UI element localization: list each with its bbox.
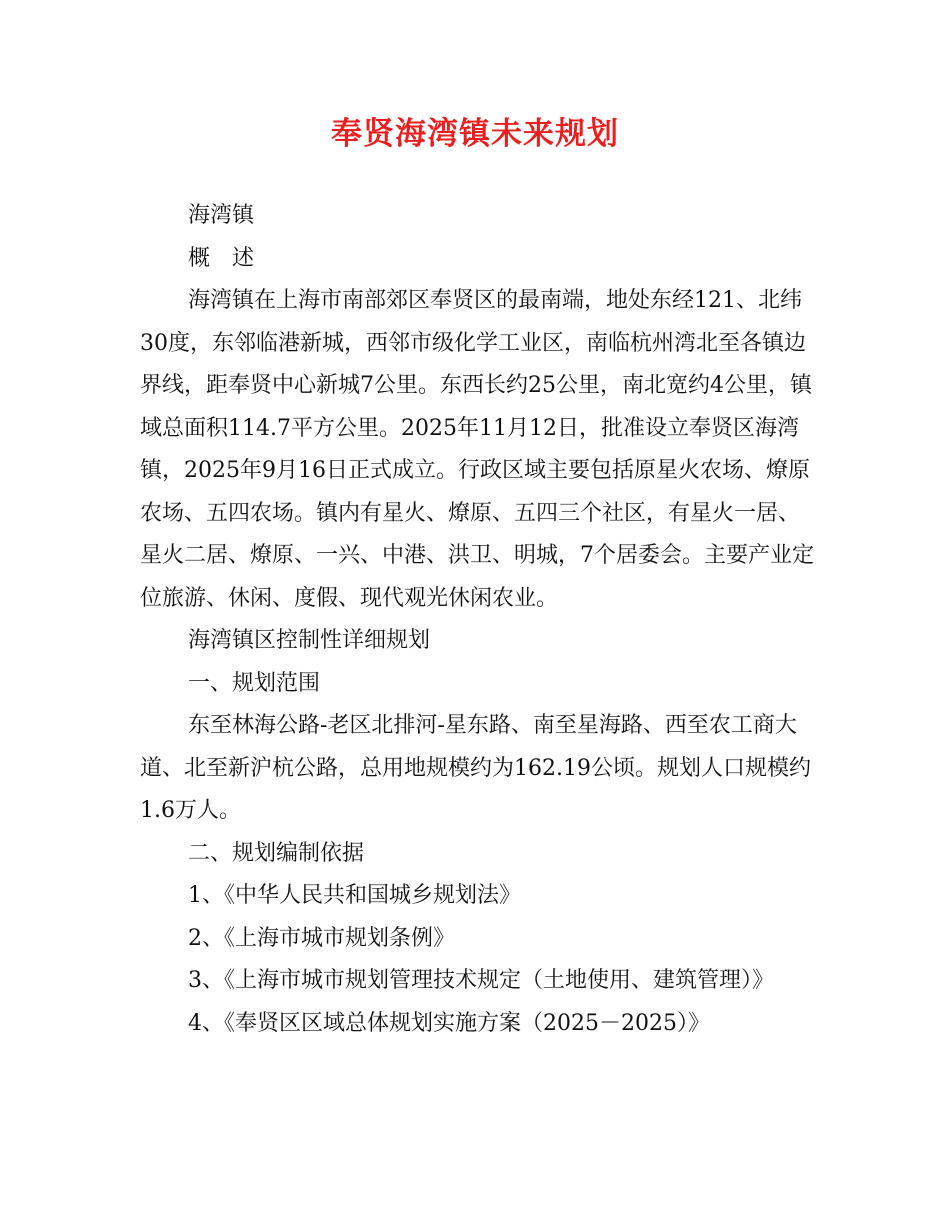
list-item-basis-2: 2、《上海市城市规划条例》 xyxy=(188,925,455,951)
paragraph-overview-heading: 概 述 xyxy=(188,245,255,271)
paragraph-town-name: 海湾镇 xyxy=(188,203,255,228)
list-item-basis-4: 4、《奉贤区区域总体规划实施方案（2025－2025）》 xyxy=(188,1010,710,1036)
paragraph-scope-detail: 东至林海公路-老区北排河-星东路、南至星海路、西至农工商大道、北至新沪杭公路，总用地规模约为162.19公顷。规划人口规模约1.6万人。 xyxy=(140,713,811,823)
document-title: 奉贤海湾镇未来规划 xyxy=(331,116,619,152)
paragraph-section-basis: 二、规划编制依据 xyxy=(188,840,365,866)
list-item-basis-3: 3、《上海市城市规划管理技术规定（土地使用、建筑管理）》 xyxy=(188,968,774,993)
paragraph-section-scope: 一、规划范围 xyxy=(188,670,321,696)
document-body xyxy=(140,195,820,1045)
paragraph-plan-heading: 海湾镇区控制性详细规划 xyxy=(188,628,431,653)
list-item-basis-1: 1、《中华人民共和国城乡规划法》 xyxy=(188,883,521,908)
paragraph-overview: 海湾镇在上海市南部郊区奉贤区的最南端，地处东经121、北纬30度，东邻临港新城，西邻市级化学工业区，南临杭州湾北至各镇边界线，距奉贤中心新城7公里。东西长约25公里，南北宽约4公里，镇域总面积114.7平方公里。2025年11月12日，批准设立奉贤区海湾镇，2025年9月16日正式成立。行政区域主要包括原星火农场、燎原农场、五四农场。镇内有星火、燎原、五四三个社区，有星火一居、星火二居、燎原、一兴、中港、洪卫、明城，7个居委会。主要产业定位旅游、休闲、度假、现代观光休闲农业。 xyxy=(140,288,814,611)
